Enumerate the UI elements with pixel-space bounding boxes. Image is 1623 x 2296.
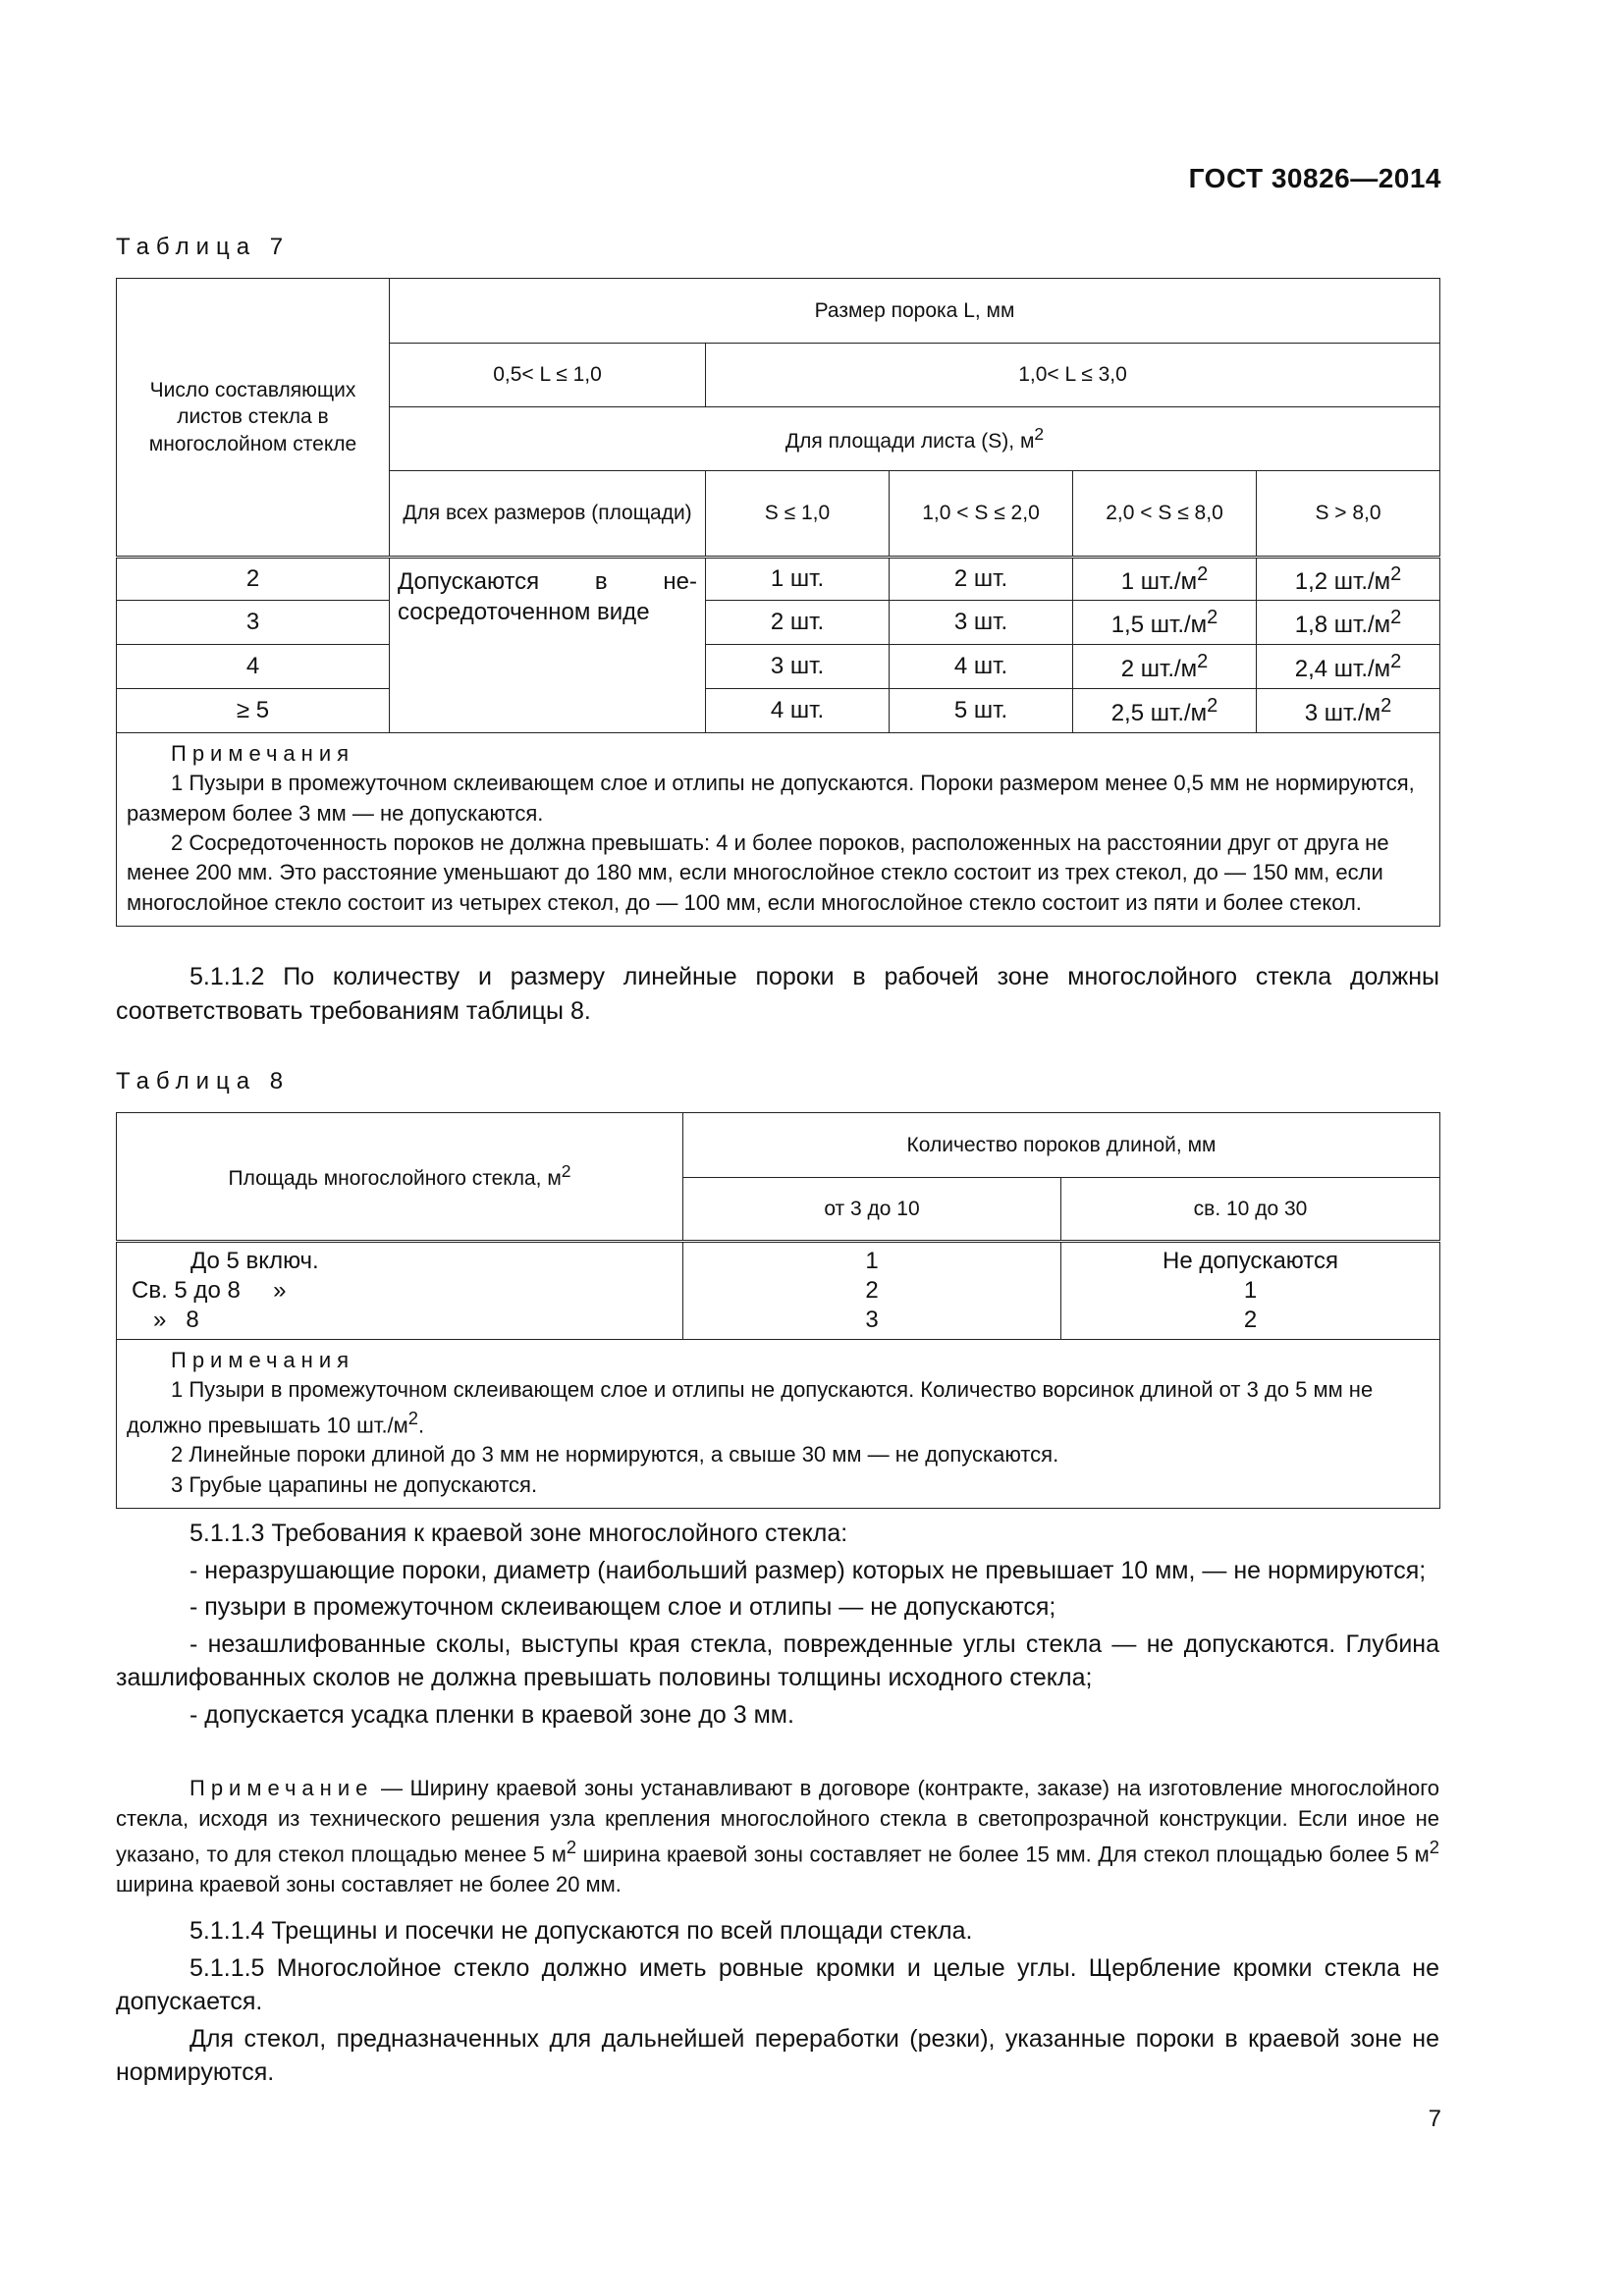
table-row: [117, 558, 1440, 601]
note1-sup: 2: [407, 1407, 418, 1428]
table8-sub2: св. 10 до 30: [1061, 1178, 1440, 1242]
table7-col-layers: Число составляющих листов стекла в многослойном стекле: [117, 279, 390, 558]
section-5113-item-3: - незашлифованные сколы, выступы края стекла, поврежденные углы стекла — не допускаются. Глубина зашлифованных сколов не должна превышать половины толщины исходного стекла;: [116, 1629, 1439, 1691]
table7-caption: Таблица 7: [116, 234, 291, 260]
area-header-text: Для площади листа (S), м: [784, 429, 1035, 453]
section-5113-title: 5.1.1.3 Требования к краевой зоне многослойного стекла:: [189, 1520, 848, 1547]
cell-text: 2 шт./м: [1120, 655, 1198, 682]
note-text-3: ширина краевой зоны составляет не более 20 мм.: [116, 1871, 622, 1896]
note1-end: .: [418, 1413, 425, 1438]
cell-text: 1,8 шт./м: [1294, 611, 1391, 638]
table7-s-col-2: 1,0 < S ≤ 2,0: [890, 471, 1073, 558]
table7-area-header: [390, 407, 1440, 471]
cell-text: 1,2 шт./м: [1294, 567, 1391, 595]
para-5115: 5.1.1.5 Многослойное стекло должно иметь ровные кромки и целые углы. Щербление кромки стекла не допускается.: [116, 1953, 1439, 2015]
table7-cell: 2 шт.: [890, 558, 1073, 601]
table8-notes: [117, 1340, 1440, 1509]
note-sup-2: 2: [1429, 1836, 1439, 1857]
section-5113: [116, 1517, 1439, 1732]
note-label: Примечание: [189, 1776, 374, 1800]
table7-cell: [1073, 689, 1257, 733]
table7-notes: [117, 733, 1440, 927]
cell-sup: 2: [1197, 650, 1209, 672]
table7-s-col-1: S ≤ 1,0: [706, 471, 890, 558]
cell-text: 3 шт./м: [1304, 699, 1381, 726]
area-header-sup: 2: [1034, 423, 1045, 444]
table-row: [117, 689, 1440, 733]
table7-layers-cell: 2: [117, 558, 390, 601]
closing-paragraphs: [116, 1914, 1439, 2090]
area-row-1: До 5 включ.: [190, 1248, 319, 1274]
col-area-text: Площадь многослойного стекла, м: [228, 1167, 562, 1191]
count2-row-2: 1: [1243, 1277, 1258, 1304]
section-5113-item-1: - неразрушающие пороки, диаметр (наибольший размер) которых не превышает 10 мм, — не нормируются;: [189, 1556, 1427, 1584]
table8: [116, 1112, 1440, 1509]
table7-note-2: 2 Сосредоточенность пороков не должна превышать: 4 и более пороков, расположенных на расстоянии друг от друга не менее 200 мм. Это расстояние уменьшают до 180 мм, если многослойное стекло состоит из трех стекол, до — 150 мм, если многослойное стекло состоит из четырех стекол, до — 100 мм, если многослойное стекло состоит из пяти и более стекол.: [127, 830, 1389, 915]
merged-line1: Допускаются в не-: [398, 568, 697, 595]
table8-note-1: [127, 1375, 1430, 1440]
cell-sup: 2: [1390, 650, 1402, 672]
standard-number: ГОСТ 30826—2014: [1188, 163, 1441, 193]
cell-sup: 2: [1207, 606, 1218, 628]
para-cutting: Для стекол, предназначенных для дальнейшей переработки (резки), указанные пороки в краевой зоне не нормируются.: [116, 2024, 1439, 2086]
table-row: [117, 601, 1440, 645]
area-row-3: » 8: [153, 1307, 199, 1333]
table7-merged-cell: [390, 558, 706, 733]
cell-text: 2,5 шт./м: [1110, 699, 1208, 726]
table7-cell: 5 шт.: [890, 689, 1073, 733]
note-text-2: ширина краевой зоны составляет не более 15 мм. Для стекол площадью более 5 м: [576, 1841, 1430, 1866]
table7-note-1: 1 Пузыри в промежуточном склеивающем слое и отлипы не допускаются. Пороки размером менее 0,5 мм не нормируются, размером более 3 мм — не допускаются.: [127, 771, 1415, 826]
cell-text: 1,5 шт./м: [1110, 611, 1208, 638]
table7-s-col-4: S > 8,0: [1257, 471, 1440, 558]
table7-cell: [1257, 689, 1440, 733]
table7: [116, 278, 1440, 927]
table7-range1: 0,5< L ≤ 1,0: [390, 344, 706, 407]
count2-row-1: Не допускаются: [1163, 1248, 1338, 1274]
page-number: 7: [1428, 2106, 1441, 2132]
note-text-1: — Ширину краевой зоны устанавливают в договоре (контракте, заказе) на изготовление многослойного стекла, исходя из технического решения узла крепления многослойного стекла в светопрозрачной конструкции. Если иное не указано, то для стекол площадью менее 5 м: [116, 1776, 1439, 1866]
count2-row-3: 2: [1243, 1307, 1258, 1333]
table7-col-defect-size: Размер порока L, мм: [390, 279, 1440, 344]
col-area-sup: 2: [561, 1161, 571, 1182]
notes-title: Примечания: [171, 741, 355, 766]
count1-row-1: 1: [865, 1248, 879, 1274]
area-row-2: Св. 5 до 8 »: [132, 1277, 287, 1304]
table8-note-2: 2 Линейные пороки длиной до 3 мм не нормируются, а свыше 30 мм — не допускаются.: [171, 1442, 1059, 1468]
cell-text: 1 шт./м: [1120, 567, 1198, 595]
note1-text: 1 Пузыри в промежуточном склеивающем слое и отлипы не допускаются. Количество ворсинок длиной от 3 до 5 мм не должно превышать 10 шт./м: [127, 1377, 1374, 1438]
cell-text: 2,4 шт./м: [1294, 655, 1391, 682]
table8-caption: Таблица 8: [116, 1068, 291, 1095]
table7-cell: 4 шт.: [890, 645, 1073, 689]
table7-cell: [1073, 558, 1257, 601]
table7-cell: 3 шт.: [890, 601, 1073, 645]
notes-title: Примечания: [171, 1348, 355, 1372]
table7-cell: [1257, 645, 1440, 689]
table8-count2-cell: [1061, 1242, 1440, 1340]
table-row: [117, 1242, 1440, 1340]
table7-all-sizes: Для всех размеров (площади): [390, 471, 706, 558]
count1-row-2: 2: [865, 1277, 879, 1304]
table8-count1-cell: [683, 1242, 1061, 1340]
cell-sup: 2: [1390, 606, 1402, 628]
cell-sup: 2: [1380, 694, 1392, 717]
table8-sub1: от 3 до 10: [683, 1178, 1061, 1242]
merged-line2: сосредоточенном виде: [398, 599, 650, 626]
table7-cell: [1257, 601, 1440, 645]
table7-cell: [1257, 558, 1440, 601]
table-row: [117, 645, 1440, 689]
table7-cell: 2 шт.: [706, 601, 890, 645]
edge-zone-note: [116, 1774, 1439, 1900]
para-5112: 5.1.1.2 По количеству и размеру линейные пороки в рабочей зоне многослойного стекла должны соответствовать требованиям таблицы 8.: [116, 963, 1439, 1025]
table7-layers-cell: 4: [117, 645, 390, 689]
note-sup-1: 2: [566, 1836, 577, 1857]
cell-sup: 2: [1207, 694, 1218, 717]
table7-s-col-3: 2,0 < S ≤ 8,0: [1073, 471, 1257, 558]
section-5113-item-4: - допускается усадка пленки в краевой зоне до 3 мм.: [189, 1700, 794, 1729]
table8-col-count: Количество пороков длиной, мм: [683, 1113, 1440, 1178]
table7-cell: 3 шт.: [706, 645, 890, 689]
table7-range2: 1,0< L ≤ 3,0: [706, 344, 1440, 407]
table7-cell: 4 шт.: [706, 689, 890, 733]
count1-row-3: 3: [865, 1307, 879, 1333]
cell-sup: 2: [1390, 562, 1402, 585]
table7-layers-cell: 3: [117, 601, 390, 645]
table8-area-cell: [117, 1242, 683, 1340]
table7-cell: [1073, 601, 1257, 645]
table8-note-3: 3 Грубые царапины не допускаются.: [171, 1471, 538, 1497]
cell-sup: 2: [1197, 562, 1209, 585]
para-5114: 5.1.1.4 Трещины и посечки не допускаются по всей площади стекла.: [189, 1917, 973, 1945]
table7-cell: [1073, 645, 1257, 689]
table8-col-area: [117, 1113, 683, 1242]
table7-layers-cell: ≥ 5: [117, 689, 390, 733]
table7-cell: 1 шт.: [706, 558, 890, 601]
section-5113-item-2: - пузыри в промежуточном склеивающем слое и отлипы — не допускаются;: [189, 1593, 1056, 1621]
